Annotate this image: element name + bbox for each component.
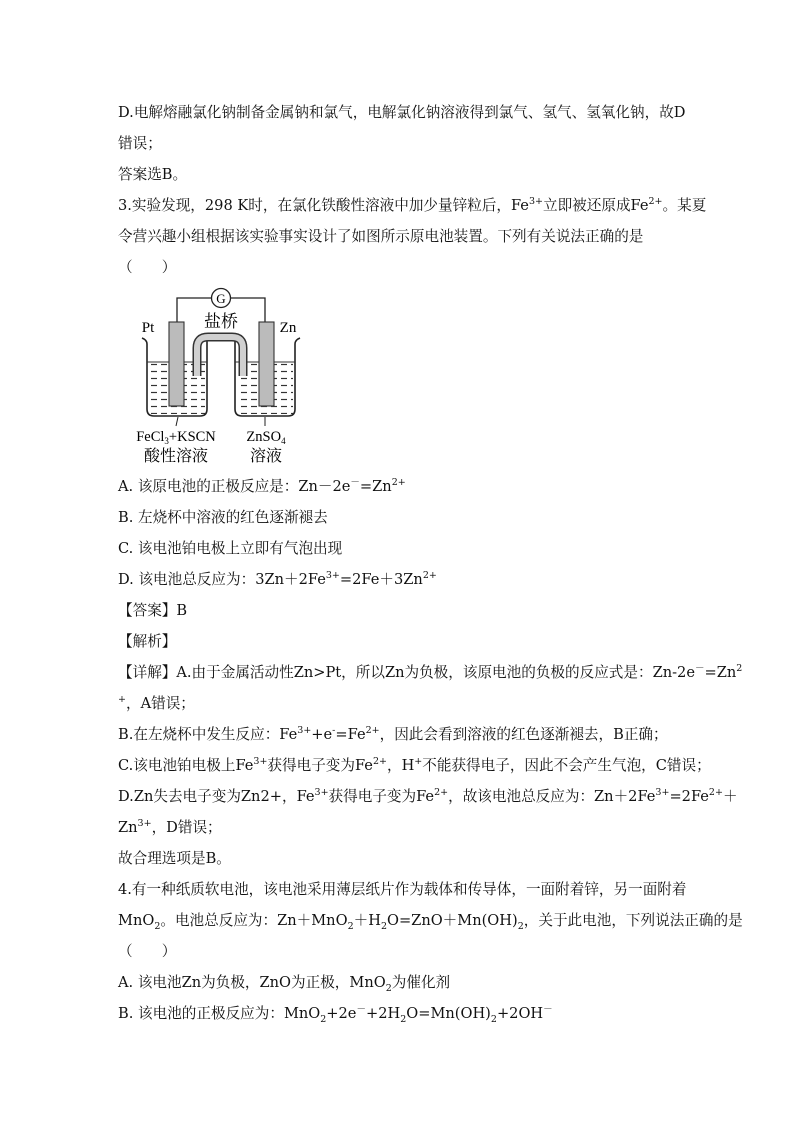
salt-bridge-label: 盐桥 [204,312,238,331]
q4-stem-line2: MnO$_2$。电池总反应为：$Zn+MnO_2+H_2O=ZnO+Mn(OH)_2$，关于此电池，下列说法正确的是 [118,912,743,932]
q4-stem-line1: 4.有一种纸质软电池，该电池采用薄层纸片作为载体和传导体，一面附着锌，另一面附着 [118,881,687,898]
q3-detail-b: B.在左烧杯中发生反应：$Fe^{3+}+e^-=Fe^{2+}$，因此会看到溶液的红色逐渐褪去，B正确； [118,725,668,743]
q3-answer: 【答案】B [118,602,188,619]
right-electrode-label: Zn [279,320,297,336]
q3-detail-d-line1: D.Zn失去电子变为Zn2+，$Fe^{3+}$获得电子变为$Fe^{2+}$，故该电池总反应为：$Zn+2Fe^{3+}=2Fe^{2+}+$ [118,787,738,805]
q3-stem-line1: 3.实验发现，298 K时，在氯化铁酸性溶液中加少量锌粒后，$Fe^{3+}$立即被还原成$Fe^{2+}$。某夏 [118,196,707,214]
q3-analysis-title: 【解析】 [118,633,177,650]
q2-option-d-line1: D.电解熔融氯化钠制备金属钠和氯气，电解氯化钠溶液得到氯气、氢气、氢氧化钠，故D [118,104,686,121]
q3-conclusion: 故合理选项是B。 [118,850,231,867]
q3-option-b: B. 左烧杯中溶液的红色逐渐褪去 [118,509,328,526]
galvanometer-label: G [216,291,226,306]
q3-detail-a-line1: 【详解】A.由于金属活动性Zn>Pt，所以Zn为负极，该原电池的负极的反应式是：$Zn-2e^-=Zn^2$ [118,663,743,681]
q3-stem-line2: 令营兴趣小组根据该实验事实设计了如图所示原电池装置。下列有关说法正确的是 [118,228,644,245]
q4-option-b: B. 该电池的正极反应为：$MnO_2+2e^-+2H_2O=Mn(OH)_2+2OH^-$ [118,1004,553,1025]
left-electrode-label: Pt [141,320,155,336]
q3-detail-d-line2: $Zn^{3+}$，D错误； [118,818,222,836]
q3-answer-paren: （ ） [118,259,177,276]
zn-electrode [259,322,274,406]
q3-option-c: C. 该电池铂电极上立即有气泡出现 [118,540,343,557]
q4-option-a: A. 该电池Zn为负极，ZnO为正极，MnO$_2$为催化剂 [118,974,451,994]
q4-answer-paren: （ ） [118,943,177,960]
right-solution-desc: 溶液 [249,448,283,465]
q2-answer: 答案选B。 [118,166,188,183]
left-solution-label: FeCl$_3$+KSCN [136,429,216,446]
q3-option-a: A. 该原电池的正极反应是：$Zn-2e^-=Zn^{2+}$ [118,477,406,495]
pt-electrode [169,322,184,406]
left-solution-desc: 酸性溶液 [143,448,209,465]
galvanic-cell-figure [120,284,310,469]
q3-detail-a-line2: +，A错误； [118,694,195,712]
q3-detail-c: C.该电池铂电极上$Fe^{3+}$获得电子变为$Fe^{2+}$，H+不能获得电子，因此不会产生气泡，C错误； [118,756,711,774]
q3-option-d: D. 该电池总反应为：$3Zn+2Fe^{3+}=2Fe+3Zn^{2+}$ [118,570,437,588]
right-solution-label: ZnSO$_4$ [246,429,286,446]
q2-option-d-line2: 错误； [118,135,162,152]
